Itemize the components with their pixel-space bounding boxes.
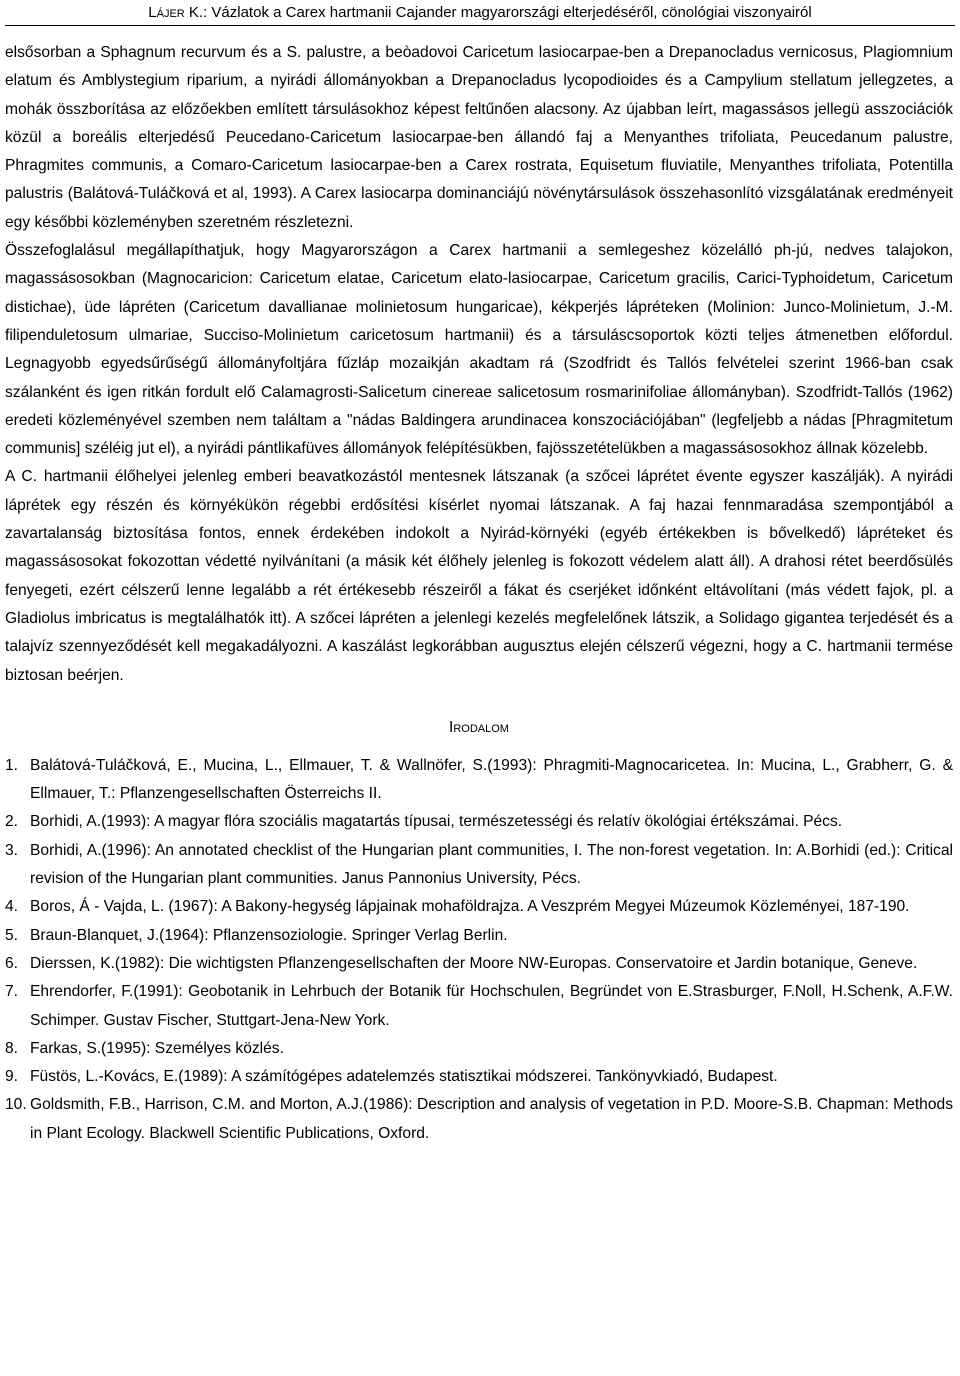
paragraph: Összefoglalásul megállapíthatjuk, hogy Magyarországon a Carex hartmanii a semlegeshez közelálló ph-jú, nedves talajokon, magassásosokban (Magnocaricion: Caricetum elatae, Caricetum elato-lasiocarpae, Caricetum gracilis, Carici-Typhoidetum, Caricetum distichae), üde lápréten (Caricetum davallianae molinietosum hungaricae), kékperjés lápréteken (Molinion: Junco-Molinietum, J.-M. filipenduletosum ulmariae, Succiso-Molinietum caricetosum hartmanii) és a társuláscsoportok közti teljes átmenetben előfordul. Legnagyobb egyedsűrűségű állományfoltjára fűzláp mozaikján akadtam rá (Szodfridt és Tallós felvételei szerint 1966-ban csak szálanként és igen ritkán fordult elő Calamagrosti-Salicetum cinereae salicetosum rosmarinifoliae állományban). Szodfridt-Tallós (1962) eredeti közleményével szemben nem találtam a "nádas Baldingera arundinacea konszociációjában" (legfeljebb a nádas [Phragmitetum communis] széléig jut el), a nyirádi pántlikafüves állományok felépítésükben, fajösszetételükben a magassásosokhoz állnak közelebb. — [5, 242, 953, 458]
reference-item — [5, 1091, 953, 1148]
reference-text: Farkas, S.(1995): Személyes közlés. — [30, 1039, 284, 1057]
reference-item — [5, 1063, 953, 1091]
reference-text: Boros, Á - Vajda, L. (1967): A Bakony-hegység lápjainak mohaföldrajza. A Veszprém Megyei Múzeumok Közleményei, 187-190. — [30, 898, 910, 916]
reference-number: 1. — [5, 756, 19, 774]
reference-text: Borhidi, A.(1993): A magyar flóra szociális magatartás típusai, természetességi és relatív ökológiai értékszámai. Pécs. — [30, 813, 843, 831]
reference-item — [5, 808, 953, 836]
reference-item — [5, 893, 953, 921]
reference-number: 4. — [5, 898, 19, 916]
reference-text: Füstös, L.-Kovács, E.(1989): A számítógépes adatelemzés statisztikai módszerei. Tankönyvkiadó, Budapest. — [30, 1068, 778, 1086]
reference-number: 10. — [5, 1096, 27, 1114]
reference-item — [5, 978, 953, 1035]
reference-item — [5, 837, 953, 894]
reference-number: 2. — [5, 813, 19, 831]
reference-item — [5, 950, 953, 978]
reference-item — [5, 1035, 953, 1063]
reference-number: 6. — [5, 954, 19, 972]
page-body — [5, 39, 953, 1148]
reference-number: 9. — [5, 1068, 19, 1086]
paragraph: elsősorban a Sphagnum recurvum és a S. palustre, a beòadovoi Caricetum lasiocarpae-ben a Drepanocladus vernicosus, Plagiomnium elatum és Amblystegium riparium, a nyirádi állományokban a Drepanocladus lycopodioides és a Campylium stellatum jellegzetes, a mohák összborítása az előzőekben említett társulásokhoz képest feltűnően alacsony. Az újabban leírt, magassásos jellegü asszociációk közül a boreális elterjedésű Peucedano-Caricetum lasiocarpae-ben állandó faj a Menyanthes trifoliata, Peucedanum palustre, Phragmites communis, a Comaro-Caricetum lasiocarpae-ben a Carex rostrata, Equisetum fluviatile, Menyanthes trifoliata, Potentilla palustris (Balátová-Tuláčková et al, 1993). A Carex lasiocarpa dominanciájú növénytársulások összehasonlító vizsgálatának eredményeit egy későbbi közleményben szeretném részletezni. — [5, 44, 953, 231]
reference-text: Dierssen, K.(1982): Die wichtigsten Pflanzengesellschaften der Moore NW-Europas. Conservatoire et Jardin botanique, Geneve. — [30, 954, 918, 972]
reference-list — [5, 752, 953, 1148]
header-author: Lájer K. — [148, 4, 204, 21]
reference-text: Borhidi, A.(1996): An annotated checklist of the Hungarian plant communities, I. The non-forest vegetation. In: A.Borhidi (ed.): Critical revision of the Hungarian plant communities. Janus Pannonius University, Pécs. — [30, 841, 953, 888]
reference-text: Balátová-Tuláčková, E., Mucina, L., Ellmauer, T. & Wallnöfer, S.(1993): Phragmiti-Magnocaricetea. In: Mucina, L., Grabherr, G. & Ellmauer, T.: Pflanzengesellschaften Österreichs II. — [30, 756, 953, 803]
header-title: : Vázlatok a Carex hartmanii Cajander magyarországi elterjedéséről, cönológiai viszonyairól — [203, 4, 812, 21]
reference-number: 7. — [5, 983, 19, 1001]
reference-text: Goldsmith, F.B., Harrison, C.M. and Morton, A.J.(1986): Description and analysis of vegetation in P.D. Moore-S.B. Chapman: Methods in Plant Ecology. Blackwell Scientific Publications, Oxford. — [30, 1096, 953, 1142]
references-heading: Irodalom — [449, 718, 509, 736]
reference-item — [5, 752, 953, 809]
reference-number: 5. — [5, 926, 19, 944]
reference-item — [5, 922, 953, 950]
header-rule — [5, 25, 955, 26]
paragraph: A C. hartmanii élőhelyei jelenleg emberi beavatkozástól mentesnek látszanak (a szőcei láprétet évente egyszer kaszálják). A nyirádi láprétek egy részén és környékükön régebbi erdősítési kísérlet nyomai látszanak. A faj hazai fennmaradása szempontjából a zavartalanság biztosítása fontos, ennek érdekében indokolt a Nyirád-környéki (egyéb értékekben is bővelkedő) lápréteket és magassásosokat fokozottan védetté nyilvánítani (a másik két élőhely jelenleg is fokozott védelem alatt áll). A drahosi rétet beerdősülés fenyegeti, ezért célszerű lenne legalább a rét értékesebb részeiről a fákat és cserjéket időnként eltávolítani (más védett fajok, pl. a Gladiolus imbricatus is megtalálhatók itt). A szőcei lápréten a jelenlegi kezelés megfelelőnek látszik, a Solidago gigantea terjedését és a talajvíz szennyeződését kell megakadályozni. A kaszálást legkorábban augusztus elején célszerű végezni, hogy a C. hartmanii termése biztosan beérjen. — [5, 468, 953, 684]
reference-number: 8. — [5, 1039, 19, 1057]
running-header — [0, 0, 960, 38]
reference-number: 3. — [5, 841, 19, 859]
reference-text: Braun-Blanquet, J.(1964): Pflanzensoziologie. Springer Verlag Berlin. — [30, 926, 508, 944]
reference-text: Ehrendorfer, F.(1991): Geobotanik in Lehrbuch der Botanik für Hochschulen, Begründet von E.Strasburger, F.Noll, H.Schenk, A.F.W. Schimper. Gustav Fischer, Stuttgart-Jena-New York. — [30, 983, 953, 1029]
